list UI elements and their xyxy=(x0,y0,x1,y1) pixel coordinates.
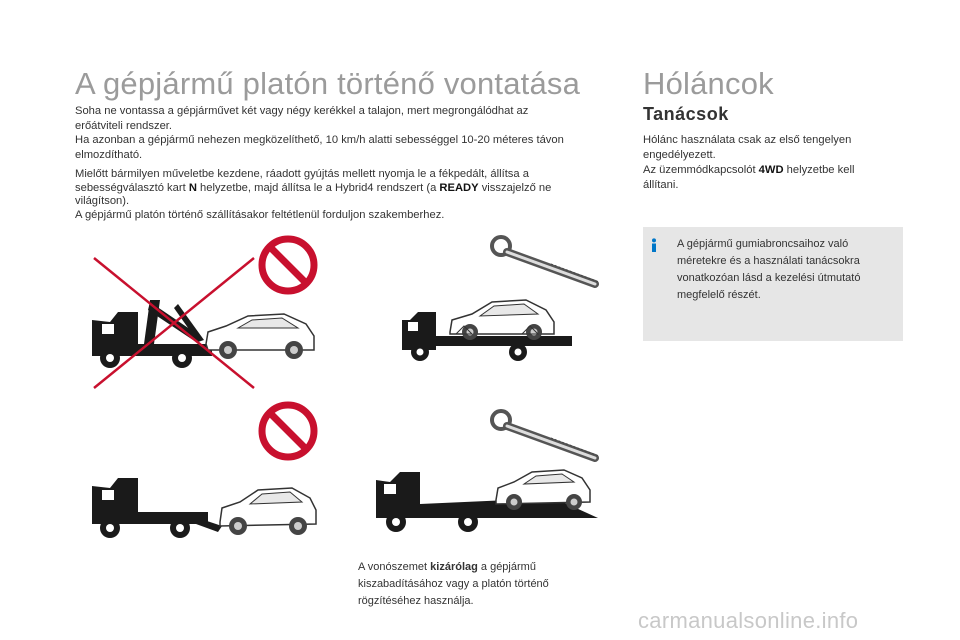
towing-eye-icon xyxy=(487,234,607,294)
advice-subtitle: Tanácsok xyxy=(643,104,729,124)
text-line xyxy=(75,182,635,196)
text-line: méretekre és a használati tanácsokra xyxy=(677,255,860,267)
text-span: Az üzemmódkapcsolót xyxy=(643,164,759,176)
gear-n-label: N xyxy=(188,181,197,194)
text-span: A vonószemet xyxy=(358,561,431,573)
flatbed-truck-illustration xyxy=(372,468,602,544)
towing-eye-caption xyxy=(358,559,598,610)
text-line: erőátviteli rendszer. xyxy=(75,119,173,132)
towing-warning-paragraph xyxy=(75,104,635,162)
text-span: a gépjármű xyxy=(477,561,536,573)
flatbed-truck-illustration xyxy=(398,290,578,366)
wheel-lift-tow-truck-illustration xyxy=(88,472,320,552)
mode-4wd-label: 4WD xyxy=(758,164,784,176)
text-line xyxy=(643,163,903,178)
watermark: carmanualsonline.info xyxy=(638,608,859,633)
text-line: vonatkozóan lásd a kezelési útmutató xyxy=(677,272,861,284)
text-span: visszajelző ne xyxy=(478,181,552,194)
text-line: A gépjármű platón történő szállításakor feltétlenül forduljon szakemberhez. xyxy=(75,208,445,221)
crossed-tow-truck-illustration xyxy=(88,240,320,390)
towing-procedure-paragraph xyxy=(75,168,635,222)
text-span: sebességválasztó kart xyxy=(75,181,189,194)
info-text xyxy=(677,236,897,304)
text-line: Hólánc használata csak az első tengelyen xyxy=(643,134,852,146)
text-line: állítani. xyxy=(643,179,679,191)
text-line: megfelelő részét. xyxy=(677,289,761,301)
towing-eye-icon xyxy=(487,408,607,468)
text-line: kiszabadításához vagy a platón történő xyxy=(358,578,549,590)
text-line: Soha ne vontassa a gépjárművet két vagy négy kerékkel a talajon, mert megrongálódhat az xyxy=(75,105,529,117)
text-span: helyzetbe kell xyxy=(783,164,855,176)
text-line: A gépjármű gumiabroncsaihoz való xyxy=(677,238,849,250)
info-icon xyxy=(648,238,660,252)
snow-chains-title: Hóláncok xyxy=(643,66,774,101)
text-line: Mielőtt bármilyen műveletbe kezdene, ráadott gyújtás mellett nyomja le a fékpedált, állítsa a xyxy=(75,168,529,180)
text-line: elmozdítható. xyxy=(75,148,143,161)
text-line xyxy=(358,559,598,576)
prohibited-sign-icon xyxy=(257,400,319,462)
text-line: Ha azonban a gépjármű nehezen megközelíthető, 10 km/h alatti sebességgel 10-20 méteres távon xyxy=(75,134,564,146)
text-line: világítson). xyxy=(75,195,130,207)
text-line: rögzítéséhez használja. xyxy=(358,595,474,607)
text-line: engedélyezett. xyxy=(643,149,716,161)
page-title: A gépjármű platón történő vontatása xyxy=(75,66,581,101)
snow-chains-paragraph xyxy=(643,133,903,193)
ready-label: READY xyxy=(439,181,479,194)
caption-emphasis: kizárólag xyxy=(430,561,478,573)
text-span: helyzetbe, majd állítsa le a Hybrid4 rendszert (a xyxy=(196,181,440,194)
